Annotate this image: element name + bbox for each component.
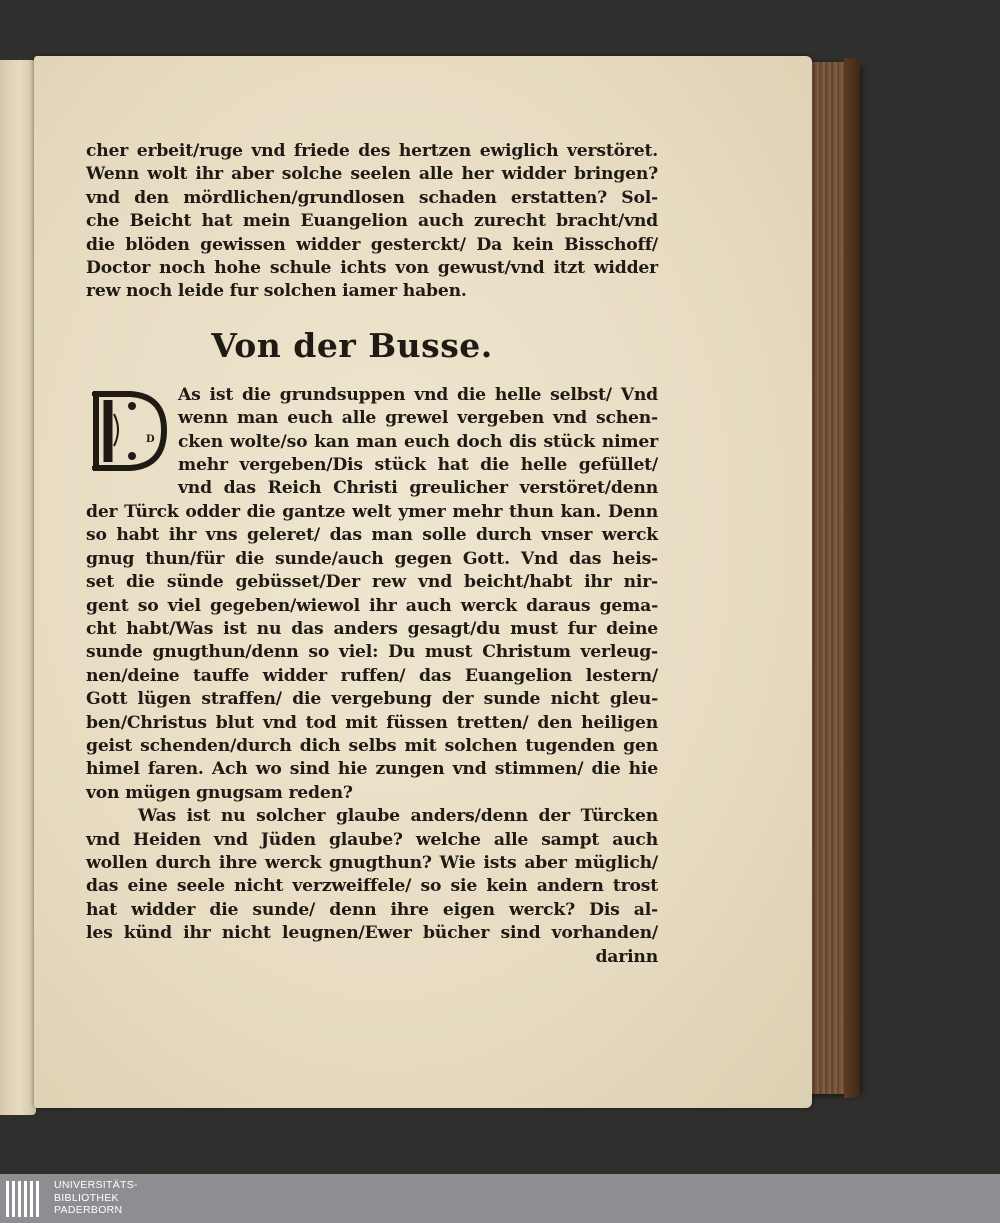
text-line: Gott lügen straffen/ die vergebung der sunde nicht gleu- bbox=[86, 689, 658, 710]
drop-cap-lines bbox=[86, 384, 658, 501]
paragraph-main bbox=[86, 501, 658, 805]
text-line: geist schenden/durch dich selbs mit solchen tugenden gen bbox=[86, 735, 658, 756]
text-line: ben/Christus blut vnd tod mit füssen tretten/ den heiligen bbox=[86, 712, 658, 733]
text-line: wollen durch ihre werck gnugthun? Wie ists aber müglich/ bbox=[86, 852, 658, 873]
text-line: les künd ihr nicht leugnen/Ewer bücher sind vorhanden/ bbox=[86, 923, 658, 944]
catchword: darinn bbox=[595, 946, 658, 967]
text-line: so habt ihr vns geleret/ das man solle durch vnser werck bbox=[86, 525, 658, 546]
paragraph-with-drop-cap bbox=[86, 384, 658, 501]
text-line: Was ist nu solcher glaube anders/denn der Türcken bbox=[138, 806, 658, 827]
paragraph-second bbox=[86, 805, 658, 945]
text-line: mehr vergeben/Dis stück hat die helle gefüllet/ bbox=[178, 455, 658, 476]
text-line: nen/deine tauffe widder ruffen/ das Euangelion lestern/ bbox=[86, 665, 658, 686]
text-line: cken wolte/so kan man euch doch dis stück nimer bbox=[178, 431, 658, 452]
text-line: hat widder die sunde/ denn ihre eigen werck? Dis al- bbox=[86, 899, 658, 920]
text-line: der Türck odder die gantze welt ymer mehr thun kan. Denn bbox=[86, 501, 658, 522]
left-facing-page bbox=[0, 60, 36, 1115]
text-line: die blöden gewissen widder gesterckt/ Da kein Bisschoff/ bbox=[86, 234, 658, 255]
text-line: As ist die grundsuppen vnd die helle selbst/ Vnd bbox=[178, 384, 658, 405]
library-name-line1: UNIVERSITÄTS- bbox=[54, 1179, 138, 1191]
text-line: cht habt/Was ist nu das anders gesagt/du must fur deine bbox=[86, 618, 658, 639]
text-line: gent so viel gegeben/wiewol ihr auch werck daraus gema- bbox=[86, 595, 658, 616]
paragraph-continuation bbox=[86, 140, 658, 304]
book-page bbox=[34, 56, 812, 1108]
library-footer-bar bbox=[0, 1174, 1000, 1223]
text-line: von mügen gnugsam reden? bbox=[86, 782, 353, 803]
drop-cap-letter: D bbox=[146, 433, 155, 445]
text-line: himel faren. Ach wo sind hie zungen vnd stimmen/ die hie bbox=[86, 759, 658, 780]
text-line: sunde gnugthun/denn so viel: Du must Christum verleug- bbox=[86, 642, 658, 663]
text-line: rew noch leide fur solchen iamer haben. bbox=[86, 281, 467, 302]
book-cover-edge bbox=[844, 58, 860, 1098]
text-line: gnug thun/für die sunde/auch gegen Gott. Vnd das heis- bbox=[86, 548, 658, 569]
section-heading: Von der Busse. bbox=[211, 325, 493, 365]
text-line: vnd Heiden vnd Jüden glaube? welche alle sampt auch bbox=[86, 829, 658, 850]
text-line: che Beicht hat mein Euangelion auch zurecht bracht/vnd bbox=[86, 211, 658, 232]
page-text bbox=[86, 140, 658, 969]
text-line: cher erbeit/ruge vnd friede des hertzen ewiglich verstöret. bbox=[86, 141, 658, 161]
text-line: Wenn wolt ihr aber solche seelen alle her widder bringen? bbox=[86, 164, 658, 185]
library-logo-icon bbox=[6, 1177, 46, 1220]
library-name bbox=[54, 1179, 138, 1217]
library-name-line3: PADERBORN bbox=[54, 1204, 123, 1216]
text-line: vnd das Reich Christi greulicher verstöret/denn bbox=[178, 478, 658, 499]
text-line: Doctor noch hohe schule ichts von gewust/vnd itzt widder bbox=[86, 258, 658, 279]
drop-cap-initial bbox=[86, 384, 170, 476]
library-name-line2: BIBLIOTHEK bbox=[54, 1191, 119, 1204]
text-line: set die sünde gebüsset/Der rew vnd beicht/habt ihr nir- bbox=[86, 572, 658, 593]
text-line: vnd den mördlichen/grundlosen schaden erstatten? Sol- bbox=[86, 187, 658, 208]
text-line: wenn man euch alle grewel vergeben vnd schen- bbox=[178, 408, 658, 429]
text-line: das eine seele nicht verzweiffele/ so sie kein andern trost bbox=[86, 876, 658, 897]
